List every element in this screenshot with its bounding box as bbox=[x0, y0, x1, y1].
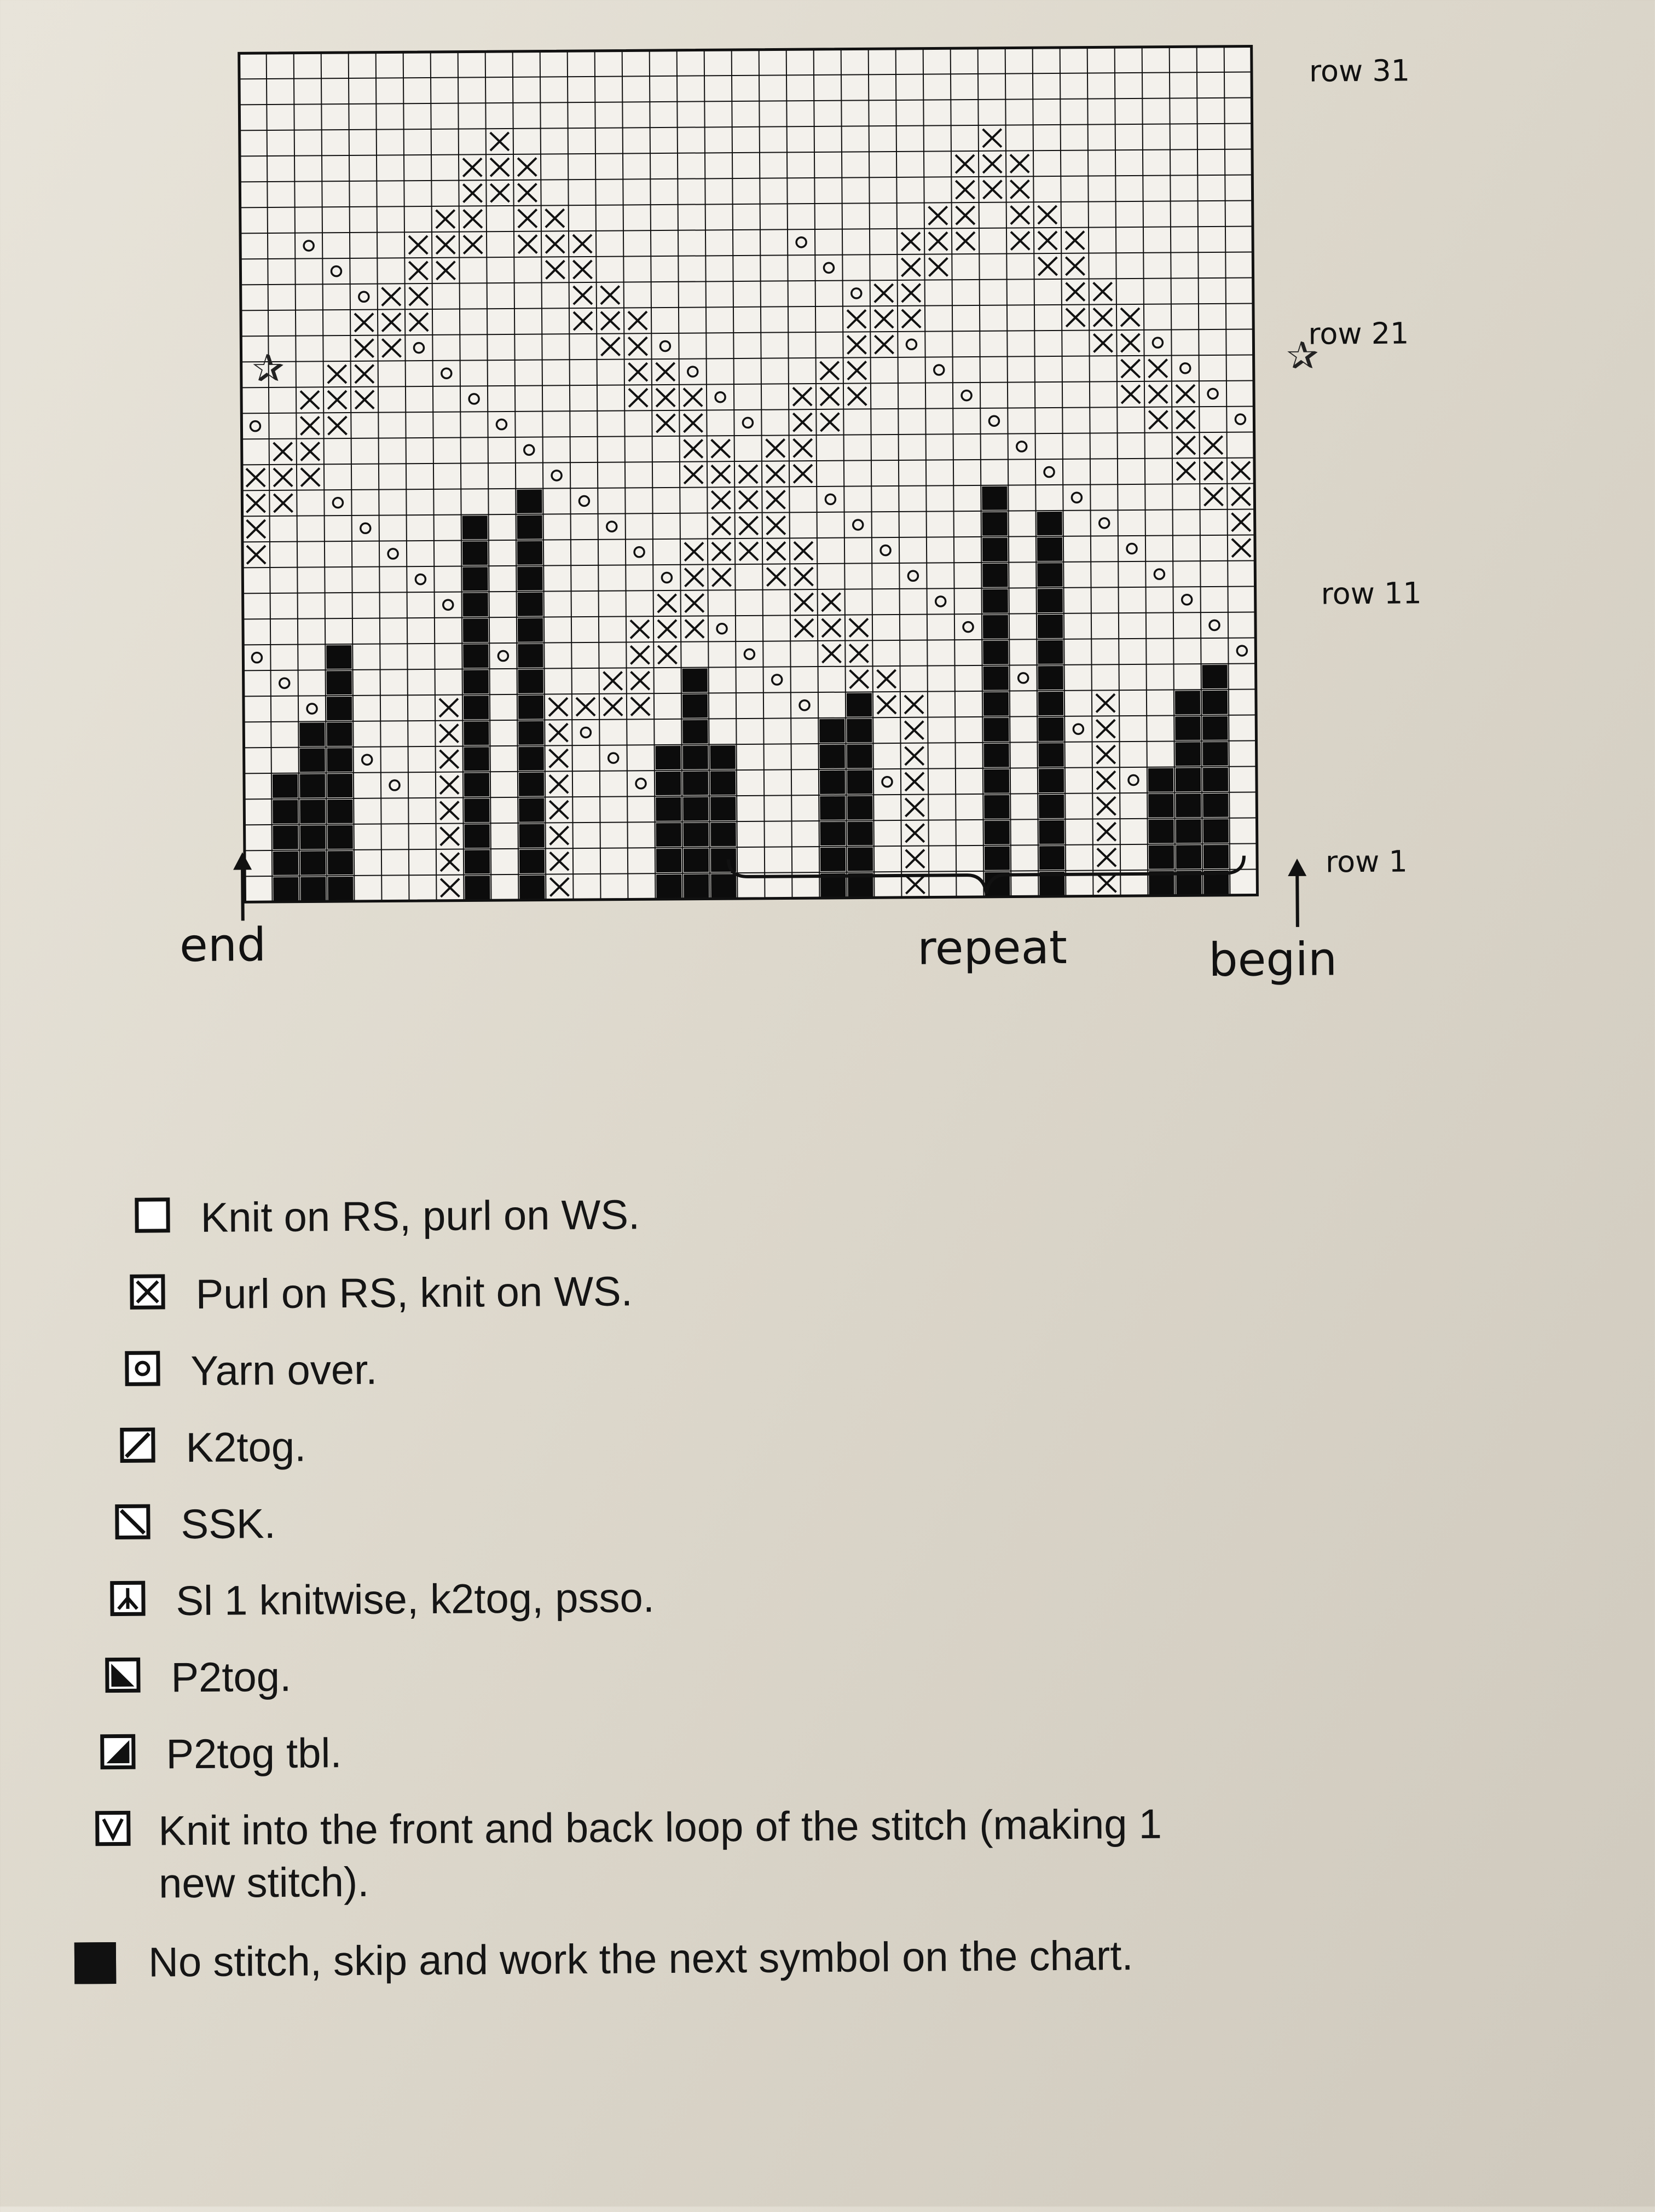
chart-cell bbox=[847, 770, 872, 794]
chart-cell bbox=[684, 874, 709, 897]
chart-cell bbox=[1202, 716, 1228, 740]
chart-cell bbox=[518, 618, 543, 642]
knitting-chart bbox=[222, 30, 1301, 913]
chart-cell bbox=[300, 825, 326, 849]
chart-cell bbox=[300, 800, 325, 823]
chart-cell bbox=[684, 823, 709, 846]
chart-cell bbox=[847, 796, 872, 819]
chart-cell bbox=[982, 564, 1008, 587]
chart-cell bbox=[656, 875, 681, 898]
end-arrow bbox=[241, 868, 245, 920]
chart-cell bbox=[465, 876, 490, 899]
legend-item-k2tog: K2tog. bbox=[68, 1414, 1382, 1499]
chart-cell bbox=[682, 694, 708, 717]
chart-cell bbox=[1203, 768, 1228, 791]
chart-cell bbox=[710, 797, 736, 820]
chart-cell bbox=[1176, 768, 1201, 791]
p2tog-icon bbox=[105, 1658, 140, 1693]
chart-cell bbox=[684, 848, 709, 872]
chart-cell bbox=[682, 720, 708, 743]
chart-cell bbox=[982, 512, 1008, 536]
chart-cell bbox=[819, 719, 844, 743]
chart-cell bbox=[983, 641, 1008, 664]
chart-cell bbox=[1038, 640, 1063, 664]
chart-cell bbox=[1039, 795, 1064, 818]
chart-cell bbox=[1038, 692, 1063, 715]
chart-cell bbox=[464, 721, 489, 745]
chart-cell bbox=[300, 748, 325, 772]
chart-cell bbox=[328, 851, 353, 875]
chart-cell bbox=[983, 718, 1009, 742]
chart-cell bbox=[273, 826, 298, 849]
chart-cell bbox=[1038, 666, 1063, 690]
chart-cell bbox=[848, 821, 873, 845]
chart-cell bbox=[983, 589, 1008, 613]
chart-cell bbox=[328, 825, 353, 849]
chart-cell bbox=[465, 850, 490, 873]
chart-cell bbox=[517, 490, 542, 513]
chart-cell bbox=[327, 748, 352, 772]
chart-cell bbox=[1175, 716, 1200, 740]
chart-cell bbox=[519, 824, 545, 848]
chart-cell bbox=[1039, 820, 1064, 844]
chart-cell bbox=[820, 745, 845, 768]
p2tog-tbl-icon bbox=[100, 1734, 135, 1769]
chart-cell bbox=[820, 796, 845, 820]
repeat-brace bbox=[726, 854, 1247, 901]
chart-cell bbox=[656, 823, 681, 847]
sl1-k2tog-psso-icon bbox=[110, 1581, 145, 1616]
chart-cell bbox=[656, 797, 681, 821]
chart-cell bbox=[710, 771, 736, 795]
chart-cell bbox=[683, 771, 708, 795]
chart-cell bbox=[983, 667, 1009, 690]
legend-item-purl: Purl on RS, knit on WS. bbox=[67, 1260, 1381, 1346]
chart-cell bbox=[683, 745, 708, 769]
chart-cell bbox=[847, 744, 872, 768]
chart-cell bbox=[463, 618, 488, 642]
yarn-over-icon bbox=[125, 1351, 160, 1386]
chart-cell bbox=[518, 593, 543, 616]
begin-arrow bbox=[1295, 875, 1299, 927]
chart-cell bbox=[1039, 743, 1064, 767]
kfb-icon bbox=[95, 1811, 130, 1846]
chart-cell bbox=[327, 774, 352, 797]
chart-cell bbox=[463, 593, 488, 616]
chart-cell bbox=[820, 771, 845, 794]
chart-cell bbox=[300, 774, 325, 797]
legend-item-sl1-k2tog-psso: Sl 1 knitwise, k2tog, psso. bbox=[69, 1567, 1383, 1653]
chart-cell bbox=[464, 747, 489, 771]
chart-cell bbox=[1038, 615, 1063, 638]
chart-cell bbox=[518, 696, 543, 719]
chart-cell bbox=[983, 692, 1009, 716]
legend-item-kfb: Knit into the front and back loop of the stitch (making 1 new stitch). bbox=[71, 1797, 1385, 1937]
chart-cell bbox=[327, 697, 352, 720]
purl-icon bbox=[130, 1274, 165, 1309]
chart-cell bbox=[1037, 537, 1062, 561]
chart-cell bbox=[464, 798, 489, 822]
legend-item-p2tog: P2tog. bbox=[70, 1643, 1384, 1729]
chart-cell bbox=[462, 516, 488, 539]
row-21-label: row 21 bbox=[1308, 316, 1409, 351]
chart-cell bbox=[656, 746, 681, 769]
chart-cell bbox=[982, 487, 1007, 510]
chart-cell bbox=[710, 745, 736, 769]
chart-cell bbox=[326, 645, 351, 669]
chart-cell bbox=[1176, 742, 1201, 766]
chart-cell bbox=[300, 851, 326, 875]
chart-cell bbox=[327, 722, 352, 746]
chart-cell bbox=[273, 877, 298, 901]
star-marker-left: ✰ bbox=[252, 345, 285, 391]
symbol-legend bbox=[66, 1184, 1385, 2014]
chart-cell bbox=[847, 693, 872, 716]
begin-label: begin bbox=[1208, 932, 1338, 987]
row-11-label: row 11 bbox=[1321, 576, 1422, 611]
chart-cell bbox=[847, 719, 872, 742]
row-1-label: row 1 bbox=[1325, 844, 1408, 879]
chart-cell bbox=[517, 567, 542, 590]
knit-icon bbox=[135, 1197, 170, 1232]
chart-cell bbox=[1202, 691, 1228, 714]
row-31-label: row 31 bbox=[1309, 53, 1410, 89]
legend-item-yarn-over: Yarn over. bbox=[67, 1337, 1381, 1423]
chart-cell bbox=[464, 696, 489, 719]
star-marker-right: ✰ bbox=[1286, 333, 1319, 379]
chart-cell bbox=[517, 516, 542, 539]
chart-cell bbox=[519, 850, 545, 873]
chart-cell bbox=[462, 567, 488, 590]
chart-cell bbox=[1148, 794, 1173, 817]
chart-cell bbox=[518, 721, 543, 745]
chart-cell bbox=[656, 849, 681, 872]
chart-cell bbox=[273, 852, 298, 875]
chart-cell bbox=[1038, 717, 1063, 741]
chart-cell bbox=[1176, 819, 1201, 843]
chart-cell bbox=[1039, 769, 1064, 792]
chart-cell bbox=[273, 774, 298, 798]
chart-cell bbox=[328, 877, 353, 900]
chart-cell bbox=[465, 824, 490, 848]
chart-cell bbox=[683, 797, 708, 820]
chart-cell bbox=[519, 747, 544, 771]
chart-cell bbox=[299, 722, 325, 746]
chart-cell bbox=[1176, 794, 1201, 817]
legend-item-no-stitch: No stitch, skip and work the next symbol on the chart. bbox=[72, 1928, 1386, 2014]
ssk-icon bbox=[115, 1504, 150, 1539]
chart-cell bbox=[518, 644, 543, 668]
chart-cell bbox=[462, 541, 488, 565]
legend-item-ssk: SSK. bbox=[68, 1490, 1382, 1576]
chart-cell bbox=[984, 744, 1009, 767]
legend-item-knit: Knit on RS, purl on WS. bbox=[66, 1184, 1380, 1270]
chart-cell bbox=[327, 800, 352, 823]
chart-cell bbox=[983, 615, 1008, 639]
chart-cell bbox=[464, 670, 489, 693]
repeat-label: repeat bbox=[917, 920, 1068, 975]
chart-cell bbox=[464, 773, 489, 796]
chart-cell bbox=[517, 541, 542, 565]
chart-cell bbox=[518, 670, 543, 693]
chart-cell bbox=[1203, 794, 1228, 817]
no-stitch-icon bbox=[74, 1942, 117, 1984]
chart-cell bbox=[982, 538, 1008, 561]
chart-cell bbox=[327, 671, 352, 694]
chart-cell bbox=[984, 769, 1009, 793]
chart-cell bbox=[519, 773, 544, 796]
chart-cell bbox=[682, 668, 708, 692]
chart-cell bbox=[1202, 665, 1228, 688]
chart-cell bbox=[1149, 819, 1174, 843]
chart-cell bbox=[1038, 589, 1063, 612]
chart-cell bbox=[985, 821, 1010, 844]
chart-cell bbox=[519, 798, 544, 822]
k2tog-icon bbox=[120, 1428, 155, 1463]
chart-cell bbox=[519, 876, 545, 899]
chart-cell bbox=[273, 800, 298, 824]
chart-cell bbox=[1203, 819, 1229, 843]
chart-cell bbox=[1037, 563, 1062, 587]
chart-cell bbox=[1037, 512, 1062, 535]
chart-cell bbox=[1203, 742, 1228, 766]
chart-cell bbox=[1148, 768, 1173, 791]
end-label: end bbox=[179, 918, 267, 972]
chart-cell bbox=[711, 823, 736, 846]
chart-cell bbox=[300, 877, 326, 900]
chart-cell bbox=[1175, 691, 1200, 714]
chart-cell bbox=[984, 795, 1009, 819]
chart-cell bbox=[656, 772, 681, 795]
legend-item-p2tog-tbl: P2tog tbl. bbox=[70, 1720, 1384, 1806]
chart-cell bbox=[463, 644, 488, 668]
chart-cell bbox=[820, 822, 846, 846]
